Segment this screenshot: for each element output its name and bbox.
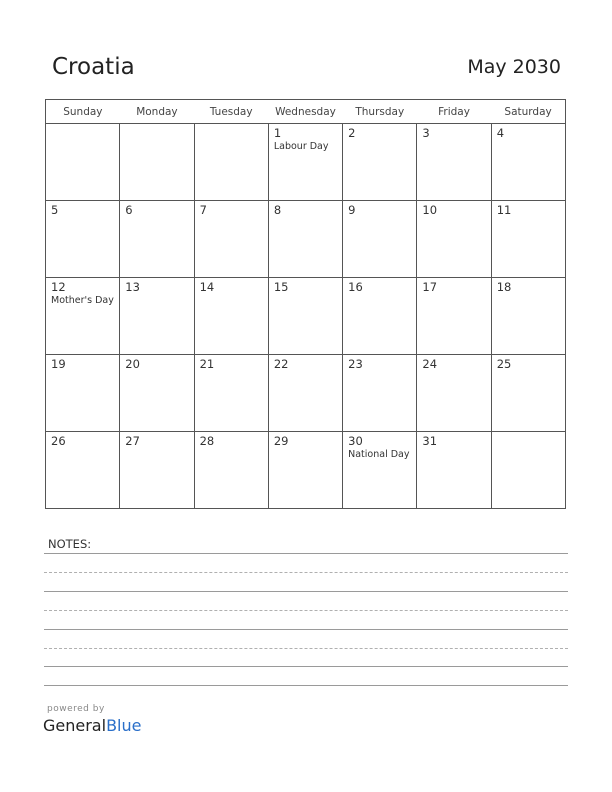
day-cell xyxy=(491,355,565,432)
day-cell xyxy=(491,432,565,509)
day-cell xyxy=(268,355,342,432)
day-number: 15 xyxy=(273,280,289,294)
month-year-title: May 2030 xyxy=(467,56,561,78)
day-number: 6 xyxy=(125,203,133,217)
generalblue-logo xyxy=(43,716,141,735)
day-cell xyxy=(417,432,491,509)
day-cell xyxy=(120,124,194,201)
weekday-wednesday: Wednesday xyxy=(268,100,342,124)
weekday-tuesday: Tuesday xyxy=(194,100,268,124)
day-cell xyxy=(194,278,268,355)
week-row xyxy=(46,124,566,201)
day-cell xyxy=(46,124,120,201)
day-cell xyxy=(120,355,194,432)
day-number: 24 xyxy=(422,357,438,371)
day-cell xyxy=(343,278,417,355)
powered-by-text: powered by xyxy=(47,704,105,714)
day-cell xyxy=(194,432,268,509)
notes-line xyxy=(44,610,568,611)
day-number: 17 xyxy=(422,280,438,294)
day-number: 8 xyxy=(273,203,282,217)
day-cell xyxy=(194,124,268,201)
holiday-label: Labour Day xyxy=(273,141,329,152)
day-number: 10 xyxy=(422,203,438,217)
week-row xyxy=(46,432,566,509)
day-number: 22 xyxy=(273,357,289,371)
day-number: 28 xyxy=(199,434,215,448)
holiday-label: National Day xyxy=(348,449,410,460)
weekday-monday: Monday xyxy=(120,100,194,124)
day-cell xyxy=(46,278,120,355)
day-number: 27 xyxy=(125,434,140,448)
holiday-label: Mother's Day xyxy=(51,295,114,306)
day-number: 16 xyxy=(348,280,363,294)
brand-general: General xyxy=(43,716,107,735)
calendar-grid xyxy=(45,99,566,509)
notes-line xyxy=(44,553,568,554)
day-cell xyxy=(268,432,342,509)
day-cell xyxy=(194,355,268,432)
day-number: 25 xyxy=(496,357,512,371)
day-cell xyxy=(343,355,417,432)
day-number: 21 xyxy=(199,357,215,371)
day-cell xyxy=(268,278,342,355)
day-number: 12 xyxy=(51,280,66,294)
week-row xyxy=(46,355,566,432)
day-cell xyxy=(343,201,417,278)
day-number: 11 xyxy=(496,203,512,217)
day-number: 20 xyxy=(125,357,140,371)
day-cell xyxy=(491,278,565,355)
day-cell xyxy=(46,432,120,509)
week-row xyxy=(46,278,566,355)
week-row xyxy=(46,201,566,278)
day-cell xyxy=(343,124,417,201)
weekday-friday: Friday xyxy=(417,100,491,124)
day-cell xyxy=(417,278,491,355)
notes-line xyxy=(44,629,568,630)
notes-label: NOTES: xyxy=(48,537,92,551)
day-number: 18 xyxy=(496,280,512,294)
weekday-sunday: Sunday xyxy=(46,100,120,124)
day-cell xyxy=(120,432,194,509)
day-cell xyxy=(268,124,342,201)
day-number: 9 xyxy=(348,203,356,217)
day-cell xyxy=(343,432,417,509)
day-cell xyxy=(417,355,491,432)
day-number: 1 xyxy=(273,126,282,140)
day-cell xyxy=(194,201,268,278)
day-cell xyxy=(268,201,342,278)
weekday-header-row xyxy=(46,100,566,124)
notes-line xyxy=(44,666,568,667)
day-number: 5 xyxy=(51,203,59,217)
weekday-saturday: Saturday xyxy=(491,100,565,124)
notes-line xyxy=(44,648,568,649)
notes-line xyxy=(44,572,568,573)
day-cell xyxy=(491,201,565,278)
day-number: 7 xyxy=(199,203,207,217)
day-number: 29 xyxy=(273,434,289,448)
country-title: Croatia xyxy=(52,54,135,80)
day-cell xyxy=(491,124,565,201)
day-cell xyxy=(120,278,194,355)
day-number: 2 xyxy=(348,126,356,140)
weekday-thursday: Thursday xyxy=(343,100,417,124)
day-cell xyxy=(46,201,120,278)
day-cell xyxy=(417,124,491,201)
day-number: 26 xyxy=(51,434,66,448)
brand-blue: Blue xyxy=(106,716,142,735)
notes-line xyxy=(44,591,568,592)
day-number: 31 xyxy=(422,434,438,448)
day-cell xyxy=(417,201,491,278)
day-number: 14 xyxy=(199,280,215,294)
day-number: 30 xyxy=(348,434,363,448)
day-cell xyxy=(120,201,194,278)
day-number: 4 xyxy=(496,126,505,140)
day-number: 23 xyxy=(348,357,363,371)
day-number: 13 xyxy=(125,280,140,294)
day-number: 19 xyxy=(51,357,66,371)
notes-line xyxy=(44,685,568,686)
day-number: 3 xyxy=(422,126,430,140)
day-cell xyxy=(46,355,120,432)
